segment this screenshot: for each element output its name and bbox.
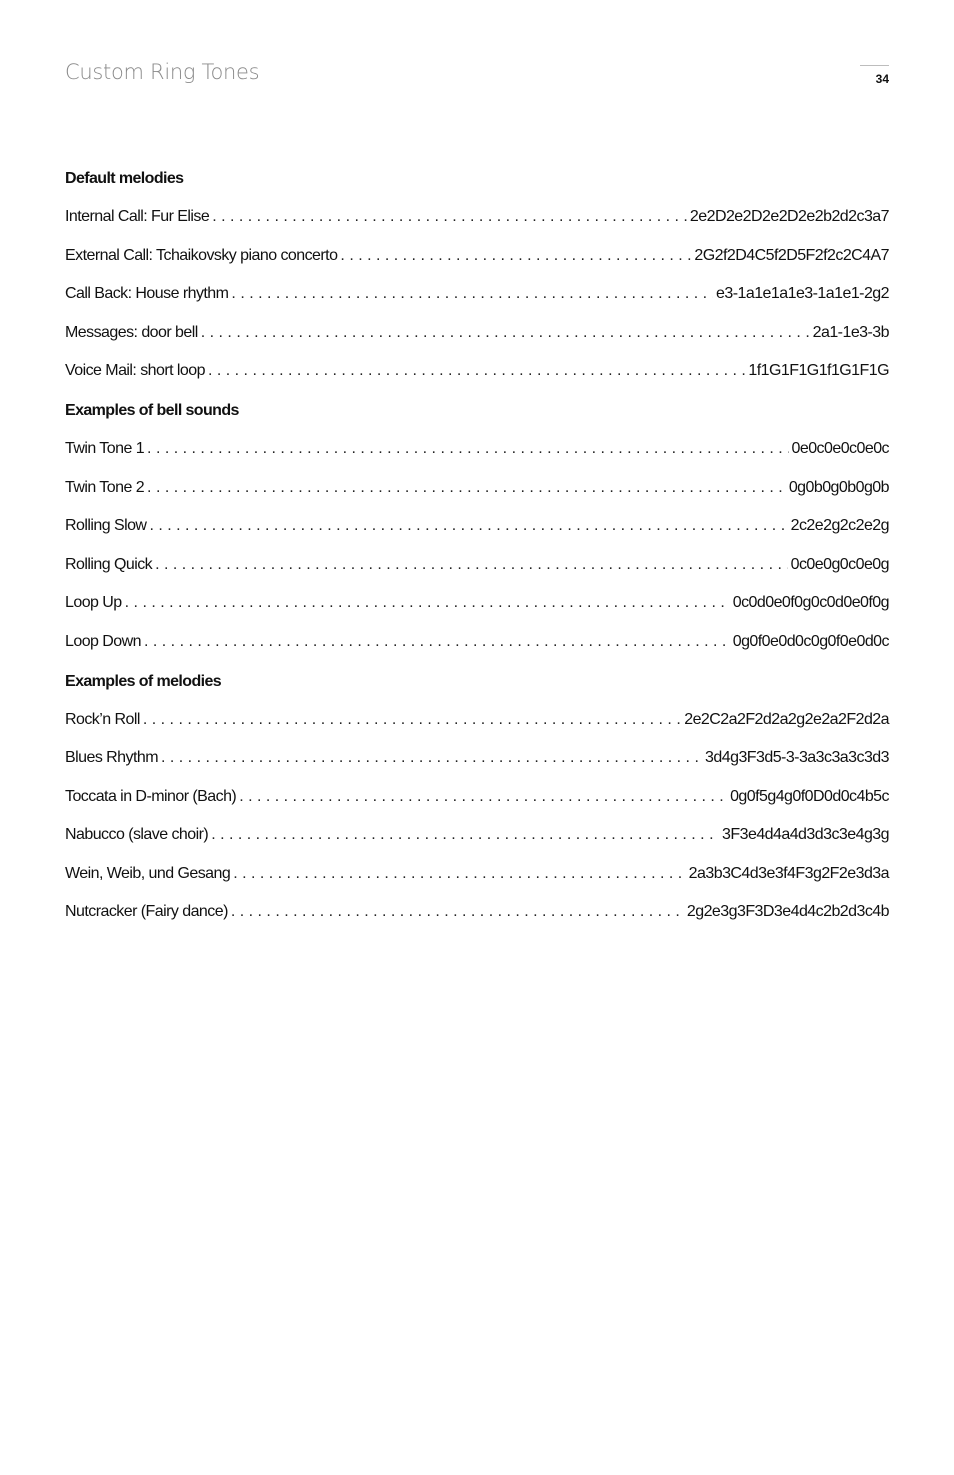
page-number: 34 xyxy=(860,65,889,86)
dot-leader xyxy=(147,478,786,498)
entry-label: Call Back: House rhythm xyxy=(65,285,229,302)
entry-code: 0g0f0e0d0c0g0f0e0d0c xyxy=(732,632,889,650)
entry-label: Rock’n Roll xyxy=(65,710,140,728)
dot-leader xyxy=(144,632,730,652)
list-item xyxy=(65,284,889,304)
list-item xyxy=(65,787,889,807)
list-item xyxy=(65,555,889,575)
entry-code: 0g0b0g0b0g0b xyxy=(788,478,889,496)
section-bell-sounds xyxy=(65,401,889,652)
dot-leader xyxy=(143,710,681,730)
section-melodies xyxy=(65,672,889,923)
dot-leader xyxy=(208,361,745,381)
entry-code: e3-1a1e1a1e3-1a1e1-2g2 xyxy=(716,285,889,302)
entry-label: Twin Tone 2 xyxy=(65,478,145,496)
list-item xyxy=(65,207,889,227)
dot-leader xyxy=(231,284,713,304)
entry-label: External Call: Tchaikovsky piano concerto xyxy=(65,246,338,264)
list-item xyxy=(65,361,889,381)
entry-label: Messages: door bell xyxy=(65,323,198,341)
list-item xyxy=(65,478,889,498)
list-item xyxy=(65,902,889,922)
dot-leader xyxy=(212,207,687,227)
list-item xyxy=(65,516,889,536)
entry-label: Blues Rhythm xyxy=(65,749,158,766)
section-heading: Default melodies xyxy=(65,170,184,187)
entry-label: Toccata in D-minor (Bach) xyxy=(65,787,237,805)
entry-code: 2e2C2a2F2d2a2g2e2a2F2d2a xyxy=(684,710,889,728)
list-item xyxy=(65,710,889,730)
dot-leader xyxy=(231,902,684,922)
list-item xyxy=(65,593,889,613)
entry-code: 2g2e3g3F3D3e4d4c2b2d3c4b xyxy=(686,903,889,920)
entry-label: Rolling Slow xyxy=(65,517,147,534)
entry-code: 2G2f2D4C5f2D5F2f2c2C4A7 xyxy=(694,246,889,264)
page-title: Custom Ring Tones xyxy=(65,60,260,84)
list-item xyxy=(65,864,889,884)
dot-leader xyxy=(155,555,788,575)
entry-code: 2e2D2e2D2e2D2e2b2d2c3a7 xyxy=(689,208,889,225)
list-item xyxy=(65,748,889,768)
dot-leader xyxy=(125,593,730,613)
entry-label: Voice Mail: short loop xyxy=(65,362,205,379)
entry-code: 0c0e0g0c0e0g xyxy=(790,555,889,573)
entry-code: 2a3b3C4d3e3f4F3g2F2e3d3a xyxy=(688,864,889,882)
entry-code: 0g0f5g4g0f0D0d0c4b5c xyxy=(730,787,889,805)
dot-leader xyxy=(161,748,702,768)
entry-label: Loop Down xyxy=(65,632,141,650)
list-item xyxy=(65,632,889,652)
entry-label: Internal Call: Fur Elise xyxy=(65,208,210,225)
entry-code: 2c2e2g2c2e2g xyxy=(790,517,889,534)
entry-label: Wein, Weib, und Gesang xyxy=(65,864,231,882)
ring-tone-list xyxy=(65,169,889,942)
entry-code: 0e0c0e0c0e0c xyxy=(791,440,889,457)
dot-leader xyxy=(201,323,810,343)
entry-code: 2a1-1e3-3b xyxy=(812,323,889,341)
dot-leader xyxy=(239,787,727,807)
entry-code: 3d4g3F3d5-3-3a3c3a3c3d3 xyxy=(705,749,889,766)
dot-leader xyxy=(147,439,788,459)
dot-leader xyxy=(233,864,685,884)
entry-code: 1f1G1F1G1f1G1F1G xyxy=(748,362,889,379)
entry-code: 0c0d0e0f0g0c0d0e0f0g xyxy=(732,594,889,611)
list-item xyxy=(65,323,889,343)
entry-label: Loop Up xyxy=(65,594,122,611)
dot-leader xyxy=(149,516,787,536)
entry-label: Nabucco (slave choir) xyxy=(65,826,209,843)
list-item xyxy=(65,439,889,459)
entry-label: Nutcracker (Fairy dance) xyxy=(65,903,228,920)
section-default-melodies xyxy=(65,169,889,381)
section-heading: Examples of bell sounds xyxy=(65,402,239,419)
section-heading: Examples of melodies xyxy=(65,672,222,690)
entry-code: 3F3e4d4a4d3d3c3e4g3g xyxy=(722,826,889,843)
page-header xyxy=(65,60,889,100)
dot-leader xyxy=(211,825,719,845)
list-item xyxy=(65,825,889,845)
list-item xyxy=(65,246,889,266)
entry-label: Twin Tone 1 xyxy=(65,440,145,457)
entry-label: Rolling Quick xyxy=(65,555,153,573)
dot-leader xyxy=(340,246,691,266)
